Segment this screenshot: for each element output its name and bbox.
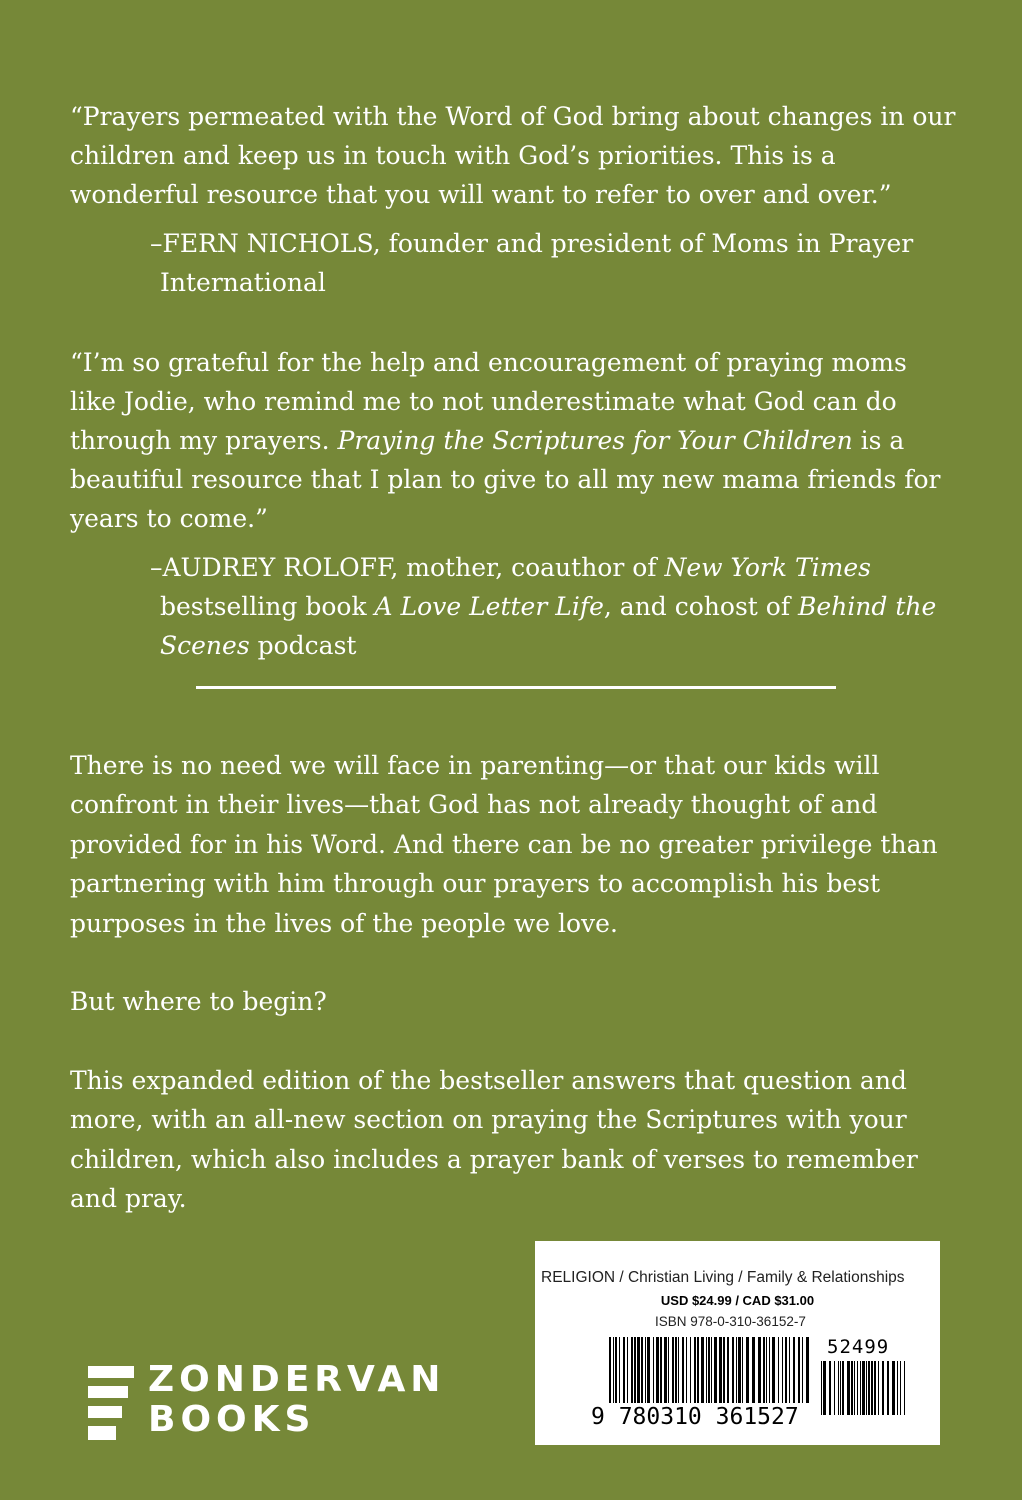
publisher-name: ZONDERVAN BOOKS [148, 1359, 446, 1440]
endorsement-attribution: –AUDREY ROLOFF, mother, coauthor of New York Times bestselling book A Love Letter Life, and cohost of Behind the Scenes podcast [150, 553, 937, 660]
barcode-addon-number: 52499 [827, 1336, 890, 1358]
endorsement-quote: “I’m so grateful for the help and encouragement of praying moms like Jodie, who remind me to not underestimate what God can do through my prayers. Praying the Scriptures for Your Children is a beautiful resource that I plan to give to all my new mama friends for years to come.” [70, 348, 941, 533]
zondervan-logo [88, 1359, 446, 1440]
isbn: ISBN 978-0-310-36152-7 [655, 1314, 806, 1329]
description-paragraph-3: This expanded edition of the bestseller answers that question and more, with an all-new section on praying the Scriptures with your children, which also includes a prayer bank of verses to remember and pray. [70, 1066, 918, 1214]
description-question [70, 982, 960, 1021]
description [70, 746, 960, 943]
endorsement-2 [70, 343, 960, 665]
book-title: Praying the Scriptures for Your Children [337, 426, 853, 455]
bisac-category: RELIGION / Christian Living / Family & Relationships [541, 1269, 905, 1286]
endorsement-attribution: –FERN NICHOLS, founder and president of Moms in Prayer International [150, 229, 914, 297]
divider-line [196, 686, 836, 689]
barcode-digits: 9 780310 361527 [591, 1404, 799, 1430]
endorsement-1 [70, 97, 960, 302]
zondervan-logo-icon [88, 1366, 134, 1440]
description-paragraph-2: But where to begin? [70, 987, 327, 1016]
description-paragraph-1: There is no need we will face in parenting—or that our kids will confront in their lives—that God has not already thought of and provided for in his Word. And there can be no greater privilege than partnering with him through our prayers to accomplish his best purposes in the lives of the people we love. [70, 751, 938, 938]
price: USD $24.99 / CAD $31.00 [660, 1293, 815, 1308]
description-closing [70, 1061, 960, 1219]
endorsement-quote: “Prayers permeated with the Word of God bring about changes in our children and keep us in touch with God’s priorities. This is a wonderful resource that you will want to refer to over and over.” [70, 102, 956, 209]
barcode-label [535, 1241, 940, 1445]
